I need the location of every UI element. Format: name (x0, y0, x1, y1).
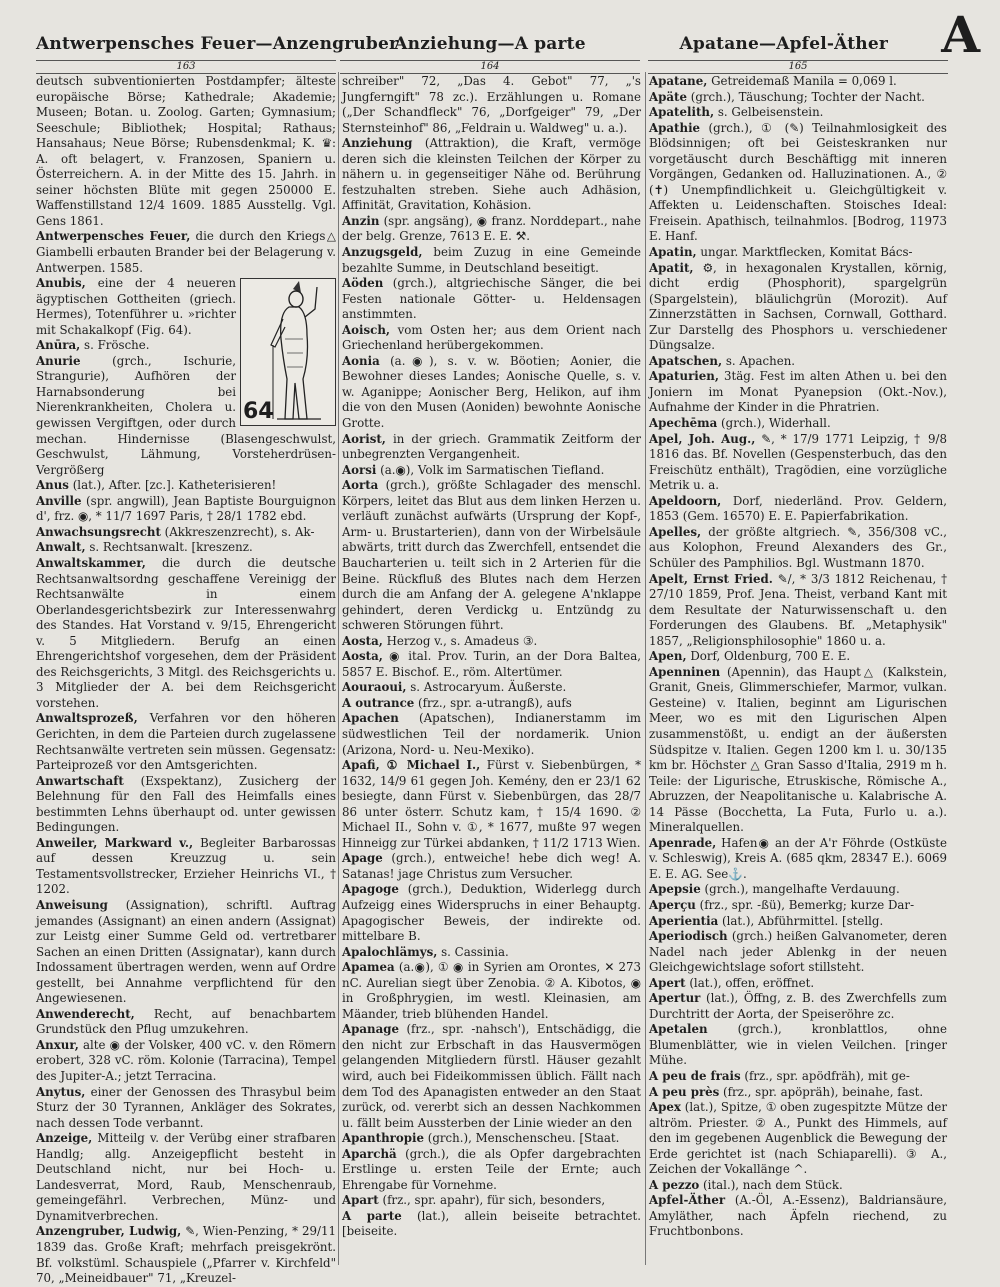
entry-body: (Apatschen), Indianerstamm im südwestlichen Teil der nordamerik. Union (Arizona, Nord- u. Neu-Mexiko). (342, 711, 641, 757)
entry-headword: A pezzo (649, 1177, 700, 1192)
dictionary-entry (342, 945, 641, 961)
entry-body: die durch den Kriegs△ Giambelli erbauten Brander bei der Belagerung v. Antwerpen. 1585. (36, 229, 336, 275)
dictionary-entry (649, 105, 947, 121)
entry-headword: Aosta, (342, 633, 383, 648)
entry-headword: Apenrade, (649, 835, 717, 850)
dictionary-entry (342, 649, 641, 680)
entry-body: einer der Genossen des Thrasybul beim Sturz der 30 Tyrannen, Ankläger des Sokrates, nach dessen Tode verbannt. (36, 1084, 336, 1130)
page-number-right: 165 (648, 60, 948, 74)
entry-body: (Apennin), das Haupt△ (Kalkstein, Granit, Gneis, Glimmerschiefer, Marmor, vulkan. Gesteine) v. Italien, beginnt am Ligurischen Meer, wo es mit den Ligurischen Alpen zusammenstößt, u. endigt an der äußersten Südspitze v. Italien. Gegen 1200 km l. u. 30/135 km br. Höchster △ Gran Sasso d'Italia, 2919 m h. Teile: der Ligurische, Etruskische, Römische A., Abruzzen, der Neapolitanische u. Kalabrische A. 14 Pässe (Bocchetta, La Futa, Furlo u. a.). Mineralquellen. (649, 664, 947, 835)
entry-headword: Anxur, (36, 1037, 79, 1052)
entry-body: (grch.), Widerhall. (717, 416, 831, 431)
entry-body: s. Rechtsanwalt. [kreszenz. (85, 540, 253, 555)
dictionary-entry (649, 416, 947, 432)
dictionary-entry (649, 432, 947, 494)
dictionary-entry (342, 1147, 641, 1194)
entry-body: (frz., spr. a-utrangß), aufs (414, 695, 572, 710)
entry-headword: Anville (36, 493, 82, 508)
entry-body: (grch.) heißen Galvanometer, deren Nadel nach jeder Ablenkg in der neuen Gleichgewichtslage sofort stillsteht. (649, 929, 947, 975)
entry-body: 3täg. Fest im alten Athen u. bei den Joniern im Monat Pyanepsion (Okt.-Nov.), Aufnahme der Kinder in die Phratrien. (649, 369, 947, 415)
dictionary-entry (36, 229, 336, 276)
entry-headword: Apex (649, 1100, 681, 1115)
entry-body: (a.◉), Volk im Sarmatischen Tiefland. (376, 462, 605, 477)
dictionary-entry (649, 572, 947, 650)
entry-headword: Apert (649, 975, 686, 990)
dictionary-entry (36, 494, 336, 525)
running-head-left: Antwerpensches Feuer—Anzengruber (36, 34, 399, 54)
dictionary-entry (36, 711, 336, 773)
entry-headword: Apatelith, (649, 105, 715, 120)
entry-headword: Apamea (342, 960, 395, 975)
entry-headword: Apaturien, (649, 369, 719, 384)
dictionary-entry (342, 432, 641, 463)
dictionary-entry (649, 882, 947, 898)
entry-headword: Anurie (36, 353, 81, 368)
entry-body: (Exspektanz), Zusicherg der Belehnung für den Fall des Heimfalls eines bestimmten Lehns überhaupt od. unter gewissen Bedingungen. (36, 773, 336, 835)
dictionary-entry (649, 90, 947, 106)
entry-headword: Aorsi (342, 462, 377, 477)
entry-body: s. Cassinia. (437, 944, 509, 959)
entry-headword: Aperiodisch (649, 929, 728, 944)
section-letter: A (941, 5, 980, 64)
entry-body: (a.◉), s. v. w. Böotien; Aonier, die Bewohner dieses Landes; Aonische Quelle, s. v. w. Aganippe; Aonischer Berg, Helikon, auf ihm die von den Musen (Aoniden) bewohnte Aonische Grotte. (342, 353, 641, 431)
entry-body: (lat.), Spitze, ① oben zugespitzte Mütze der altröm. Priester. ② A., Punkt des Himmels, auf den im gegebenen Augenblick die Bewegung der Erde gerichtet ist (nach Schiaparelli). ③ A., Zeichen der Vokallänge ^. (649, 1100, 947, 1177)
dictionary-entry (649, 1193, 947, 1240)
entry-headword: Apel, Joh. Aug., (649, 431, 756, 446)
dictionary-entry (649, 1069, 947, 1085)
entry-headword: Anweiler, Markward v., (36, 835, 194, 850)
dictionary-entry (342, 136, 641, 214)
entry-body: in der griech. Grammatik Zeitform der unbegrenzten Vergangenheit. (342, 431, 641, 462)
entry-body: ungar. Marktflecken, Komitat Bács- (696, 245, 913, 260)
entry-headword: Aonia (342, 353, 380, 368)
entry-headword: Aperientia (649, 913, 719, 928)
entry-headword: Anweisung (36, 897, 108, 912)
entry-body: (Attraktion), die Kraft, vermöge deren sich die kleinsten Teilchen der Körper zu nähern u. in gegenseitiger Nähe od. Berührung festzuhalten streben. Siehe auch Adhäsion, Affinität, Gravitation, Kohäsion. (342, 136, 641, 213)
entry-body: (grch.), ① (✎) Teilnahmlosigkeit des Blödsinnigen; oft bei Geisteskranken nur vorgetäuscht durch Beschäftigg mit inneren Vorgängen, Gedanken od. Halluzinationen. A., ② (✝) Unempfindlichkeit u. Gleichgültigkeit v. Affekten u. Leidenschaften. Stoisches Ideal: Freisein. Apathisch, teilnahmlos. [Bodrog, 11973 E. Hanf. (649, 120, 947, 244)
dictionary-entry (36, 1131, 336, 1224)
entry-headword: Apetalen (649, 1022, 708, 1037)
entry-headword: Anūra, (36, 338, 81, 353)
entry-headword: Apelt, Ernst Fried. (649, 571, 773, 586)
dictionary-entry (342, 354, 641, 432)
entry-body: (frz., spr. -ßü), Bemerkg; kurze Dar- (695, 897, 915, 912)
dictionary-entry (342, 680, 641, 696)
entry-body: (grch., Ischurie, Strangurie), Aufhören der Harnabsonderung bei Nierenkrankheiten, Cholera u. gewissen Vergiftgen, oder durch mechan. Hindernisse (Blasengeschwulst, Geschwulst, Lähmung, Vorsteherdrüsen-Vergrößerg (36, 353, 336, 477)
entry-body: Hafen◉ an der A'r Föhrde (Ostküste v. Schleswig), Kreis A. (685 qkm, 28347 E.). 6069 E. E. AG. See⚓. (649, 835, 947, 881)
entry-body: (A.-Öl, A.-Essenz), Baldriansäure, Amyläther, nach Äpfeln riechend, zu Fruchtbonbons. (649, 1193, 947, 1239)
entry-body: schreiber" 72, „Das 4. Gebot" 77, „'s Jungferngift" 78 zc.). Erzählungen u. Romane („Der Schandfleck" 76, „Dorfgeiger" 79, „Der Sternsteinhof" 86, „Feldrain u. Waldweg" u. a.). (342, 74, 641, 135)
dictionary-entry (649, 261, 947, 354)
entry-body: (lat.), Öffng, z. B. des Zwerchfells zum Durchtritt der Aorta, der Speiseröhre zc. (649, 991, 947, 1021)
entry-headword: Anwartschaft (36, 773, 124, 788)
dictionary-entry (649, 1085, 947, 1101)
entry-body: alte ◉ der Volsker, 400 vC. v. den Römern erobert, 328 vC. röm. Kolonie (Tarracina), Tempel des Jupiter-A.; jetzt Terracina. (36, 1037, 336, 1083)
dictionary-entry (342, 478, 641, 633)
running-head-right: Apatane—Apfel-Äther (679, 34, 888, 54)
dictionary-entry (36, 1007, 336, 1038)
dictionary-entry (649, 976, 947, 992)
dictionary-entry (649, 525, 947, 572)
entry-headword: Antwerpensches Feuer, (36, 229, 191, 244)
dictionary-entry (36, 540, 336, 556)
running-head-center: Anziehung—A parte (394, 34, 586, 54)
entry-body: (frz., spr. -nahsch'), Entschädigg, die den nicht zur Erbschaft in das Hausvermögen gelangenden Mitgliedern fürstl. Häuser gezahlt wird, auch bei Fideikommissen üblich. Fällt nach dem Tod des Apanagisten entweder an den Staat zurück, od. vererbt sich an dessen Nachkommen u. fällt beim Aussterben der Linie wieder an den (342, 1022, 641, 1130)
entry-headword: Apen, (649, 649, 687, 664)
entry-headword: Apeldoorn, (649, 493, 722, 508)
entry-body: (Akkreszenzrecht), s. Ak- (160, 524, 315, 539)
entry-headword: Aperçu (649, 897, 696, 912)
entry-headword: Aosta, (342, 649, 383, 664)
entry-headword: Apatschen, (649, 353, 723, 368)
column-center (342, 74, 641, 1270)
entry-headword: Aorta (342, 478, 379, 493)
entry-headword: Apalochlämys, (342, 944, 438, 959)
dictionary-entry (342, 276, 641, 323)
entry-body: (grch.), mangelhafte Verdauung. (700, 882, 900, 897)
figure-number: 64 (243, 399, 274, 425)
entry-body: (spr. angwill), Jean Baptiste Bourguignon d', frz. ◉, * 11/7 1697 Paris, † 28/1 1782 ebd. (36, 493, 336, 524)
entry-headword: Apechēma (649, 416, 718, 431)
entry-headword: Aoisch, (342, 322, 391, 337)
entry-body: (lat.), After. [zc.]. Katheterisieren! (68, 478, 277, 493)
entry-headword: Apatit, (649, 260, 694, 275)
entry-headword: Aorist, (342, 431, 386, 446)
dictionary-entry (342, 758, 641, 851)
dictionary-entry (36, 556, 336, 711)
entry-body: (grch.), altgriechische Sänger, die bei Festen nationale Götter- u. Heldensagen anstimmten. (342, 276, 641, 322)
entry-headword: Anytus, (36, 1084, 86, 1099)
entry-body: deutsch subventionierten Postdampfer; älteste europäische Börse; Kathedrale; Akademie; Museen; Botan. u. Zoolog. Garten; Gymnasium; Seeschule; Bibliothek; Hospital; Rathaus; Hansahaus; Neue Börse; Rubensdenkmal; K. ♛: A. oft belagert, v. Franzosen, Spaniern u. Österreichern. A. in der Mitte des 15. Jahrh. in seiner höchsten Blüte mit gegen 250000 E. Waffenstillstand 12/4 1609. 1885 Ausstellg. Vgl. Gens 1861. (36, 74, 336, 228)
entry-body: ✎, Wien-Penzing, * 29/11 1839 das. Große Kraft; mehrfach preisgekrönt. Bf. volkstüml. Schauspiele („Pfarrer v. Kirchfeld" 70, „Meineidbauer" 71, „Kreuzel- (36, 1224, 336, 1286)
entry-body: Recht, auf benachbartem Grundstück den Pflug umzukehren. (36, 1006, 336, 1037)
entry-body: Mitteilg v. der Verübg einer strafbaren Handlg; allg. Anzeigepflicht besteht in Deutschland nicht, nur bei Hoch- u. Landesverrat, Mord, Raub, Menschenraub, gemeingefährl. Verbrechen, Münz- und Dynamitverbrechen. (36, 1131, 336, 1223)
dictionary-entry (649, 914, 947, 930)
dictionary-entry (342, 1022, 641, 1131)
dictionary-entry (649, 245, 947, 261)
entry-headword: Anziehung (342, 136, 413, 151)
figure-64 (240, 278, 336, 426)
entry-body: vom Osten her; aus dem Orient nach Griechenland herübergekommen. (342, 322, 641, 353)
dictionary-entry (342, 1209, 641, 1240)
entry-headword: Anwachsungsrecht (36, 524, 161, 539)
entry-headword: A peu de frais (649, 1069, 741, 1083)
entry-body: (grch.), kronblattlos, ohne Blumenblätter, wie in vielen Veilchen. [ringer Mühe. (649, 1022, 947, 1068)
dictionary-entry (649, 929, 947, 976)
entry-headword: Anwalt, (36, 540, 86, 555)
dictionary-entry (36, 1085, 336, 1132)
dictionary-entry (342, 1131, 641, 1147)
entry-headword: Anzin (342, 213, 380, 228)
entry-body: (Assignation), schriftl. Auftrag jemandes (Assignant) an einen andern (Assignat) zur Leistg einer Summe Geld od. vertretbarer Sachen an einen Dritten (Assignatar), kann durch Indossament übertragen werden, wenn auf Ordre gestellt, bei Annahme verpflichtend für den Angewiesenen. (36, 897, 336, 1006)
entry-body: die durch die deutsche Rechtsanwaltsordng geschaffene Vereinigg der Rechtsanwälte in einem Oberlandesgerichtsbezirk zur Interessenwahrg des Standes. Hat Vorstand v. 9/15, Ehrengericht v. 5 Mitgliedern. Berufg an einen Ehrengerichtshof vorgesehen, dem der Präsident des Reichsgerichts, 3 Mitgl. des Reichsgerichts u. 3 Mitglieder der A. bei dem Reichsgericht vorstehen. (36, 555, 336, 710)
page-number-center: 164 (340, 60, 640, 74)
entry-body: (frz., spr. apödfräh), mit ge- (740, 1069, 910, 1083)
dictionary-entry (36, 478, 336, 494)
entry-body: (lat.), Abführmittel. [stellg. (718, 913, 884, 928)
entry-body: Dorf, Oldenburg, 700 E. E. (686, 649, 851, 664)
dictionary-entry (36, 1038, 336, 1085)
entry-body: s. Apachen. (722, 353, 796, 368)
column-divider (645, 72, 646, 1265)
dictionary-entry (342, 711, 641, 758)
entry-body: Verfahren vor den höheren Gerichten, in dem die Parteien durch zugelassene Rechtsanwälte vertreten sein müssen. Gegensatz: Parteiprozeß vor den Amtsgerichten. (36, 711, 336, 773)
column-left (36, 74, 336, 1286)
entry-body: Dorf, niederländ. Prov. Geldern, 1853 (Gem. 16570) E. E. Papierfabrikation. (649, 493, 947, 524)
entry-body: (frz., spr. apahr), für sich, besonders, (378, 1193, 606, 1208)
dictionary-entry (36, 1224, 336, 1286)
entry-headword: Apatin, (649, 245, 697, 260)
entry-headword: Aöden (342, 276, 384, 291)
dictionary-entry (36, 525, 336, 541)
dictionary-entry (342, 960, 641, 1022)
entry-headword: Apart (342, 1193, 379, 1208)
entry-headword: Anwenderecht, (36, 1006, 135, 1021)
dictionary-entry (649, 74, 947, 90)
dictionary-entry (36, 898, 336, 1007)
entry-body: (grch.), entweiche! hebe dich weg! A. Satanas! jage Christus zum Versucher. (342, 851, 641, 881)
entry-body: s. Frösche. (80, 338, 150, 353)
dictionary-entry (342, 696, 641, 712)
dictionary-entry (342, 214, 641, 245)
entry-body: (lat.), offen, eröffnet. (685, 975, 815, 990)
entry-body: (grch.), Täuschung; Tochter der Nacht. (687, 89, 925, 104)
page-number-left: 163 (36, 60, 336, 74)
dictionary-entry (342, 323, 641, 354)
dictionary-entry (649, 1100, 947, 1178)
entry-headword: A outrance (342, 695, 415, 710)
entry-body: Herzog v., s. Amadeus ③. (382, 633, 538, 648)
entry-body: (grch.), Deduktion, Widerlegg durch Aufzeigg eines Widerspruchs in einer Behauptg. Apagogischer Beweis, der indirekte od. mittelbare B. (342, 882, 641, 944)
entry-headword: A parte (342, 1208, 402, 1223)
entry-headword: Apenninen (649, 664, 721, 679)
entry-headword: Apelles, (649, 524, 702, 539)
entry-body: der größte altgriech. ✎, 356/308 vC., aus Kolophon, Freund Alexanders des Gr., Schüler des Pamphilios. Bgl. Wustmann 1870. (649, 524, 947, 570)
entry-body: (spr. angsäng), ◉ franz. Norddepart., nahe der belg. Grenze, 7613 E. E. ⚒. (342, 213, 641, 244)
entry-body: (frz., spr. apöpräh), beinahe, fast. (719, 1084, 924, 1099)
entry-body: ⚙, in hexagonalen Krystallen, körnig, dicht erdig (Phosphorit), spargelgrün (Spargelstein), bläulichgrün (Morozit). Auf Zinnerzstätten in Sachsen, Cornwall, Gotthard. Zur Darstellg des Phosphors u. verschiedener Düngsalze. (649, 260, 947, 353)
dictionary-entry (36, 74, 336, 229)
dictionary-entry (649, 665, 947, 836)
entry-headword: Anubis, (36, 276, 86, 291)
entry-body: s. Astrocaryum. Äußerste. (406, 680, 567, 695)
entry-body: (grch.), die als Opfer dargebrachten Erstlinge u. ersten Teile der Ernte; auch Ehrengabe für Vornehme. (342, 1146, 641, 1192)
entry-body: ✎/, * 3/3 1812 Reichenau, † 27/10 1859, Prof. Jena. Theist, verband Kant mit dem Resultate der Naturwissenschaft u. den Forderungen des Glaubens. Bf. „Metaphysik" 1857, „Religionsphilosophie" 1860 u. a. (649, 571, 947, 648)
entry-body: (ital.), nach dem Stück. (699, 1177, 843, 1192)
entry-headword: Apagoge (342, 882, 399, 897)
dictionary-entry (649, 836, 947, 883)
dictionary-entry (36, 774, 336, 836)
dictionary-entry (342, 634, 641, 650)
entry-body: beim Zuzug in eine Gemeinde bezahlte Summe, in Deutschland beseitigt. (342, 245, 641, 275)
column-divider (338, 72, 339, 1265)
entry-body: (grch.), größte Schlagader des menschl. Körpers, leitet das Blut aus dem linken Herzen u. verläuft zunächst aufwärts (Ursprung der Kopf-, Arm- u. Brustarterien), dann von der Wirbelsäule abwärts, tritt durch das Zwerchfell, entsendet die Baucharterien u. teilt sich in 2 Arterien für die Beine. Rückfluß des Blutes nach dem Herzen durch die am Anfang der A. gelegene A'nklappe gehindert, deren Verdickg u. Entzündg zu schweren Störungen führt. (342, 478, 641, 633)
entry-headword: Apäte (649, 89, 688, 104)
entry-headword: Apfel-Äther (649, 1193, 726, 1208)
entry-headword: Apepsie (649, 882, 701, 897)
dictionary-entry (342, 851, 641, 882)
entry-body: (grch.), Menschenscheu. [Staat. (423, 1131, 620, 1146)
entry-headword: Anzugsgeld, (342, 245, 423, 260)
entry-headword: Apanthropie (342, 1131, 424, 1146)
entry-headword: Aouraoui, (342, 680, 407, 695)
column-right (649, 74, 947, 1270)
entry-headword: Apanage (342, 1022, 400, 1037)
entry-body: Fürst v. Siebenbürgen, * 1632, 14/9 61 gegen Joh. Kemény, den er 23/1 62 besiegte, dann Fürst v. Siebenbürgen, das 28/7 86 unter österr. Schutz kam, † 15/4 1690. ② Michael II., Sohn v. ①, * 1677, mußte 97 wegen Hinneigg zur Türkei abdanken, † 11/2 1713 Wien. (342, 758, 641, 850)
entry-body: (a.◉), ① ◉ in Syrien am Orontes, ✕ 273 nC. Aurelian siegt über Zenobia. ② A. Kibotos, ◉ in Großphrygien, im westl. Kleinasien, am Mäander, trieb blühenden Handel. (342, 960, 641, 1021)
entry-headword: Apathie (649, 120, 701, 135)
dictionary-entry (342, 882, 641, 944)
entry-headword: Apatane, (649, 74, 708, 88)
entry-body: ✎, * 17/9 1771 Leipzig, † 9/8 1816 das. Bf. Novellen (Gespensterbuch, das den Freischütz enthält), Tragödien, eine vorzügliche Metrik u. a. (649, 431, 947, 493)
dictionary-entry (649, 1022, 947, 1069)
entry-headword: Apage (342, 851, 383, 866)
dictionary-entry (649, 354, 947, 370)
entry-headword: Anzeige, (36, 1131, 93, 1146)
entry-body: ◉ ital. Prov. Turin, an der Dora Baltea, 5857 E. Bischof. E., röm. Altertümer. (342, 649, 641, 679)
entry-headword: Apertur (649, 991, 701, 1006)
entry-headword: Anwaltskammer, (36, 555, 146, 570)
dictionary-entry (649, 369, 947, 416)
dictionary-entry (342, 245, 641, 276)
entry-headword: Anzengruber, Ludwig, (36, 1224, 182, 1239)
dictionary-entry (649, 121, 947, 245)
dictionary-entry (649, 1178, 947, 1194)
entry-body: Getreidemaß Manila = 0,069 l. (707, 74, 897, 88)
entry-body: eine der 4 neueren ägyptischen Gottheiten (griech. Hermes), Totenführer u. »richter mit Schakalkopf (Fig. 64). (36, 276, 236, 337)
entry-headword: Anus (36, 478, 69, 493)
entry-headword: A peu près (649, 1084, 720, 1099)
entry-headword: Apachen (342, 711, 399, 726)
dictionary-entry (342, 74, 641, 136)
dictionary-entry (649, 494, 947, 525)
dictionary-entry (342, 463, 641, 479)
dictionary-entry (36, 836, 336, 898)
entry-body: (lat.), allein beiseite betrachtet. [beiseite. (342, 1208, 641, 1239)
entry-body: s. Gelbeisenstein. (714, 105, 824, 120)
dictionary-entry (649, 991, 947, 1022)
entry-body: Begleiter Barbarossas auf dessen Kreuzzug u. sein Testamentsvollstrecker, Erzieher Heinrichs VI., † 1202. (36, 835, 336, 897)
dictionary-entry (649, 898, 947, 914)
entry-headword: Aparchä (342, 1146, 397, 1161)
entry-headword: Apafi, ① Michael I., (342, 758, 481, 773)
dictionary-entry (649, 649, 947, 665)
dictionary-entry (342, 1193, 641, 1209)
entry-headword: Anwaltsprozeß, (36, 711, 138, 726)
